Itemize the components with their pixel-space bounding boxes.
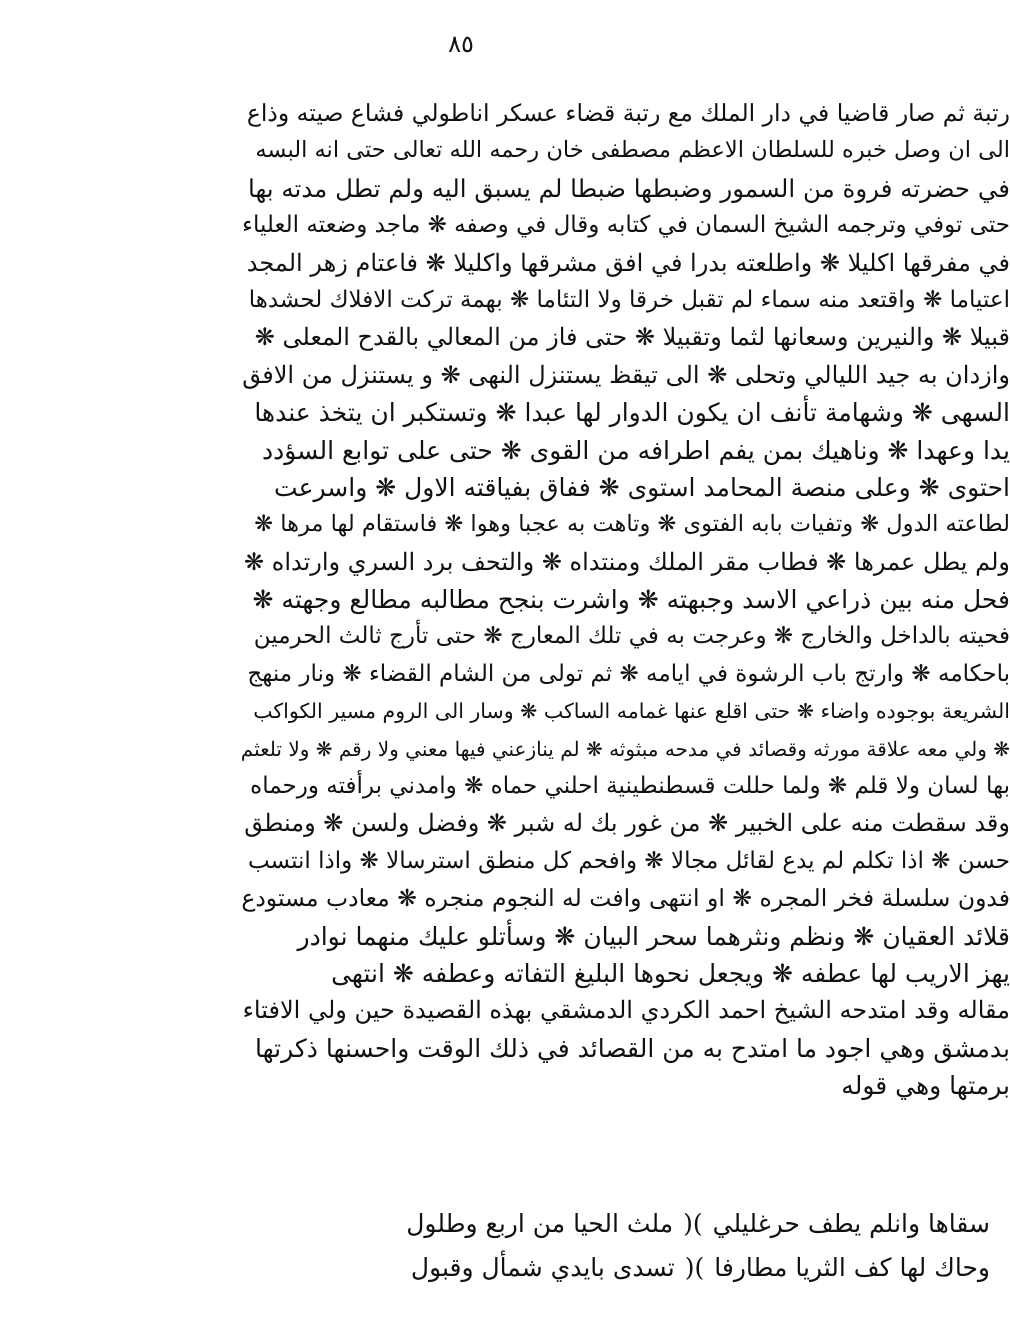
text-line: قبيلا ❋ والنيرين وسعانها لثما وتقبيلا ❋ حتى فاز من المعالي بالقدح المعلى ❋	[254, 323, 1010, 352]
text-line: السهى ❋ وشهامة تأنف ان يكون الدوار لها عبدا ❋ وتستكبر ان يتخذ عندها	[254, 398, 1010, 428]
text-line: ولم يطل عمرها ❋ فطاب مقر الملك ومنتداه ❋ والتحف برد السري وارتداه ❋	[244, 547, 1010, 576]
verse-separator: )(	[683, 1209, 703, 1238]
verse-line	[290, 1246, 990, 1290]
text-line: فحيته بالداخل والخارج ❋ وعرجت به في تلك المعارج ❋ حتى تأرج ثالث الحرمين	[253, 623, 1010, 650]
text-line: فحل منه بين ذراعي الاسد وجبهته ❋ واشرت بنجح مطالبه مطالع وجهته ❋	[252, 585, 1010, 615]
text-line: بدمشق وهي اجود ما امتدح به من القصائد في ذلك الوقت واحسنها ذكرتها	[254, 1033, 1010, 1063]
verse-separator: )(	[684, 1253, 705, 1282]
text-line: احتوى ❋ وعلى منصة المحامد استوى ❋ ففاق بفياقته الاول ❋ واسرعت	[274, 472, 1010, 502]
text-line: وازدان به جيد الليالي وتحلى ❋ الى تيقظ يستنزل النهى ❋ و يستنزل من الافق	[242, 360, 1010, 389]
text-line: فدون سلسلة فخر المجره ❋ او انتهى وافت له النجوم منجره ❋ معادب مستودع	[241, 884, 1010, 913]
text-line: ❋ ولي معه علاقة مورثه وقصائد في مدحه مبثوثه ❋ لم ينازعني فيها معني ولا رقم ❋ ولا تلعثم	[240, 736, 1010, 761]
text-line: قلائد العقيان ❋ ونظم ونثرهما سحر البيان ❋ وسأتلو عليك منهما نوادر	[297, 921, 1010, 951]
text-line: باحكامه ❋ وارتج باب الرشوة في ايامه ❋ ثم تولى من الشام القضاء ❋ ونار منهج	[247, 660, 1010, 687]
text-line: اعتياما ❋ واقتعد منه سماء لم تقبل خرقا ولا التئاما ❋ بهمة تركت الافلاك لحشدها	[248, 286, 1010, 313]
text-line: في حضرته فروة من السمور وضبطها ضبطا لم يسبق اليه ولم تطل مدته بها	[248, 173, 1010, 203]
text-line: وقد سقطت منه على الخبير ❋ من غور بك له شبر ❋ وفضل ولسن ❋ ومنطق	[244, 809, 1010, 838]
verse-first-hemistich: سقاها وانلم يطف حرغليلي	[712, 1209, 990, 1238]
text-line: برمتها وهي قوله	[841, 1071, 1010, 1101]
text-line: في مفرقها اكليلا ❋ واطلعته بدرا في افق مشرقها واكليلا ❋ فاعتام زهر المجد	[246, 248, 1010, 277]
verse-second-hemistich: ملث الحيا من اربع وطلول	[406, 1209, 674, 1238]
verse-first-hemistich: وحاك لها كف الثريا مطارفا	[714, 1253, 990, 1282]
verse-second-hemistich: تسدى بايدي شمأل وقبول	[410, 1253, 675, 1282]
text-line: مقاله وقد امتدحه الشيخ احمد الكردي الدمشقي بهذه القصيدة حين ولي الافتاء	[242, 996, 1010, 1025]
text-line: لطاعته الدول ❋ وتفيات بابه الفتوى ❋ وتاهت به عجبا وهوا ❋ فاستقام لها مرها ❋	[254, 511, 1010, 538]
verse-line	[290, 1202, 990, 1246]
page-number: ٨٥	[448, 30, 474, 58]
poem-verses	[290, 1202, 990, 1290]
text-line: الى ان وصل خبره للسلطان الاعظم مصطفى خان رحمه الله تعالى حتى انه البسه	[255, 137, 1010, 164]
text-line: الشريعة بوجوده واضاء ❋ حتى اقلع عنها غمامه الساكب ❋ وسار الى الروم مسير الكواكب	[253, 699, 1010, 724]
prose-text	[240, 95, 1010, 1105]
text-line: حتى توفي وترجمه الشيخ السمان في كتابه وقال في وصفه ❋ ماجد وضعته العلياء	[242, 212, 1010, 239]
text-line: رتبة ثم صار قاضيا في دار الملك مع رتبة قضاء عسكر اناطولي فشاع صيته وذاع	[246, 99, 1010, 127]
text-line: حسن ❋ اذا تكلم لم يدع لقائل مجالا ❋ وافحم كل منطق استرسالا ❋ واذا انتسب	[247, 847, 1010, 874]
text-line: يدا وعهدا ❋ وناهيك بمن يفم اطرافه من القوى ❋ حتى على توابع السؤدد	[262, 435, 1010, 465]
text-line: بها لسان ولا قلم ❋ ولما حللت قسطنطينية احلني حماه ❋ وامدني برأفته ورحماه	[250, 773, 1010, 800]
text-line: يهز الاريب لها عطفه ❋ ويجعل نحوها البليغ التفاته وعطفه ❋ انتهى	[331, 958, 1010, 988]
